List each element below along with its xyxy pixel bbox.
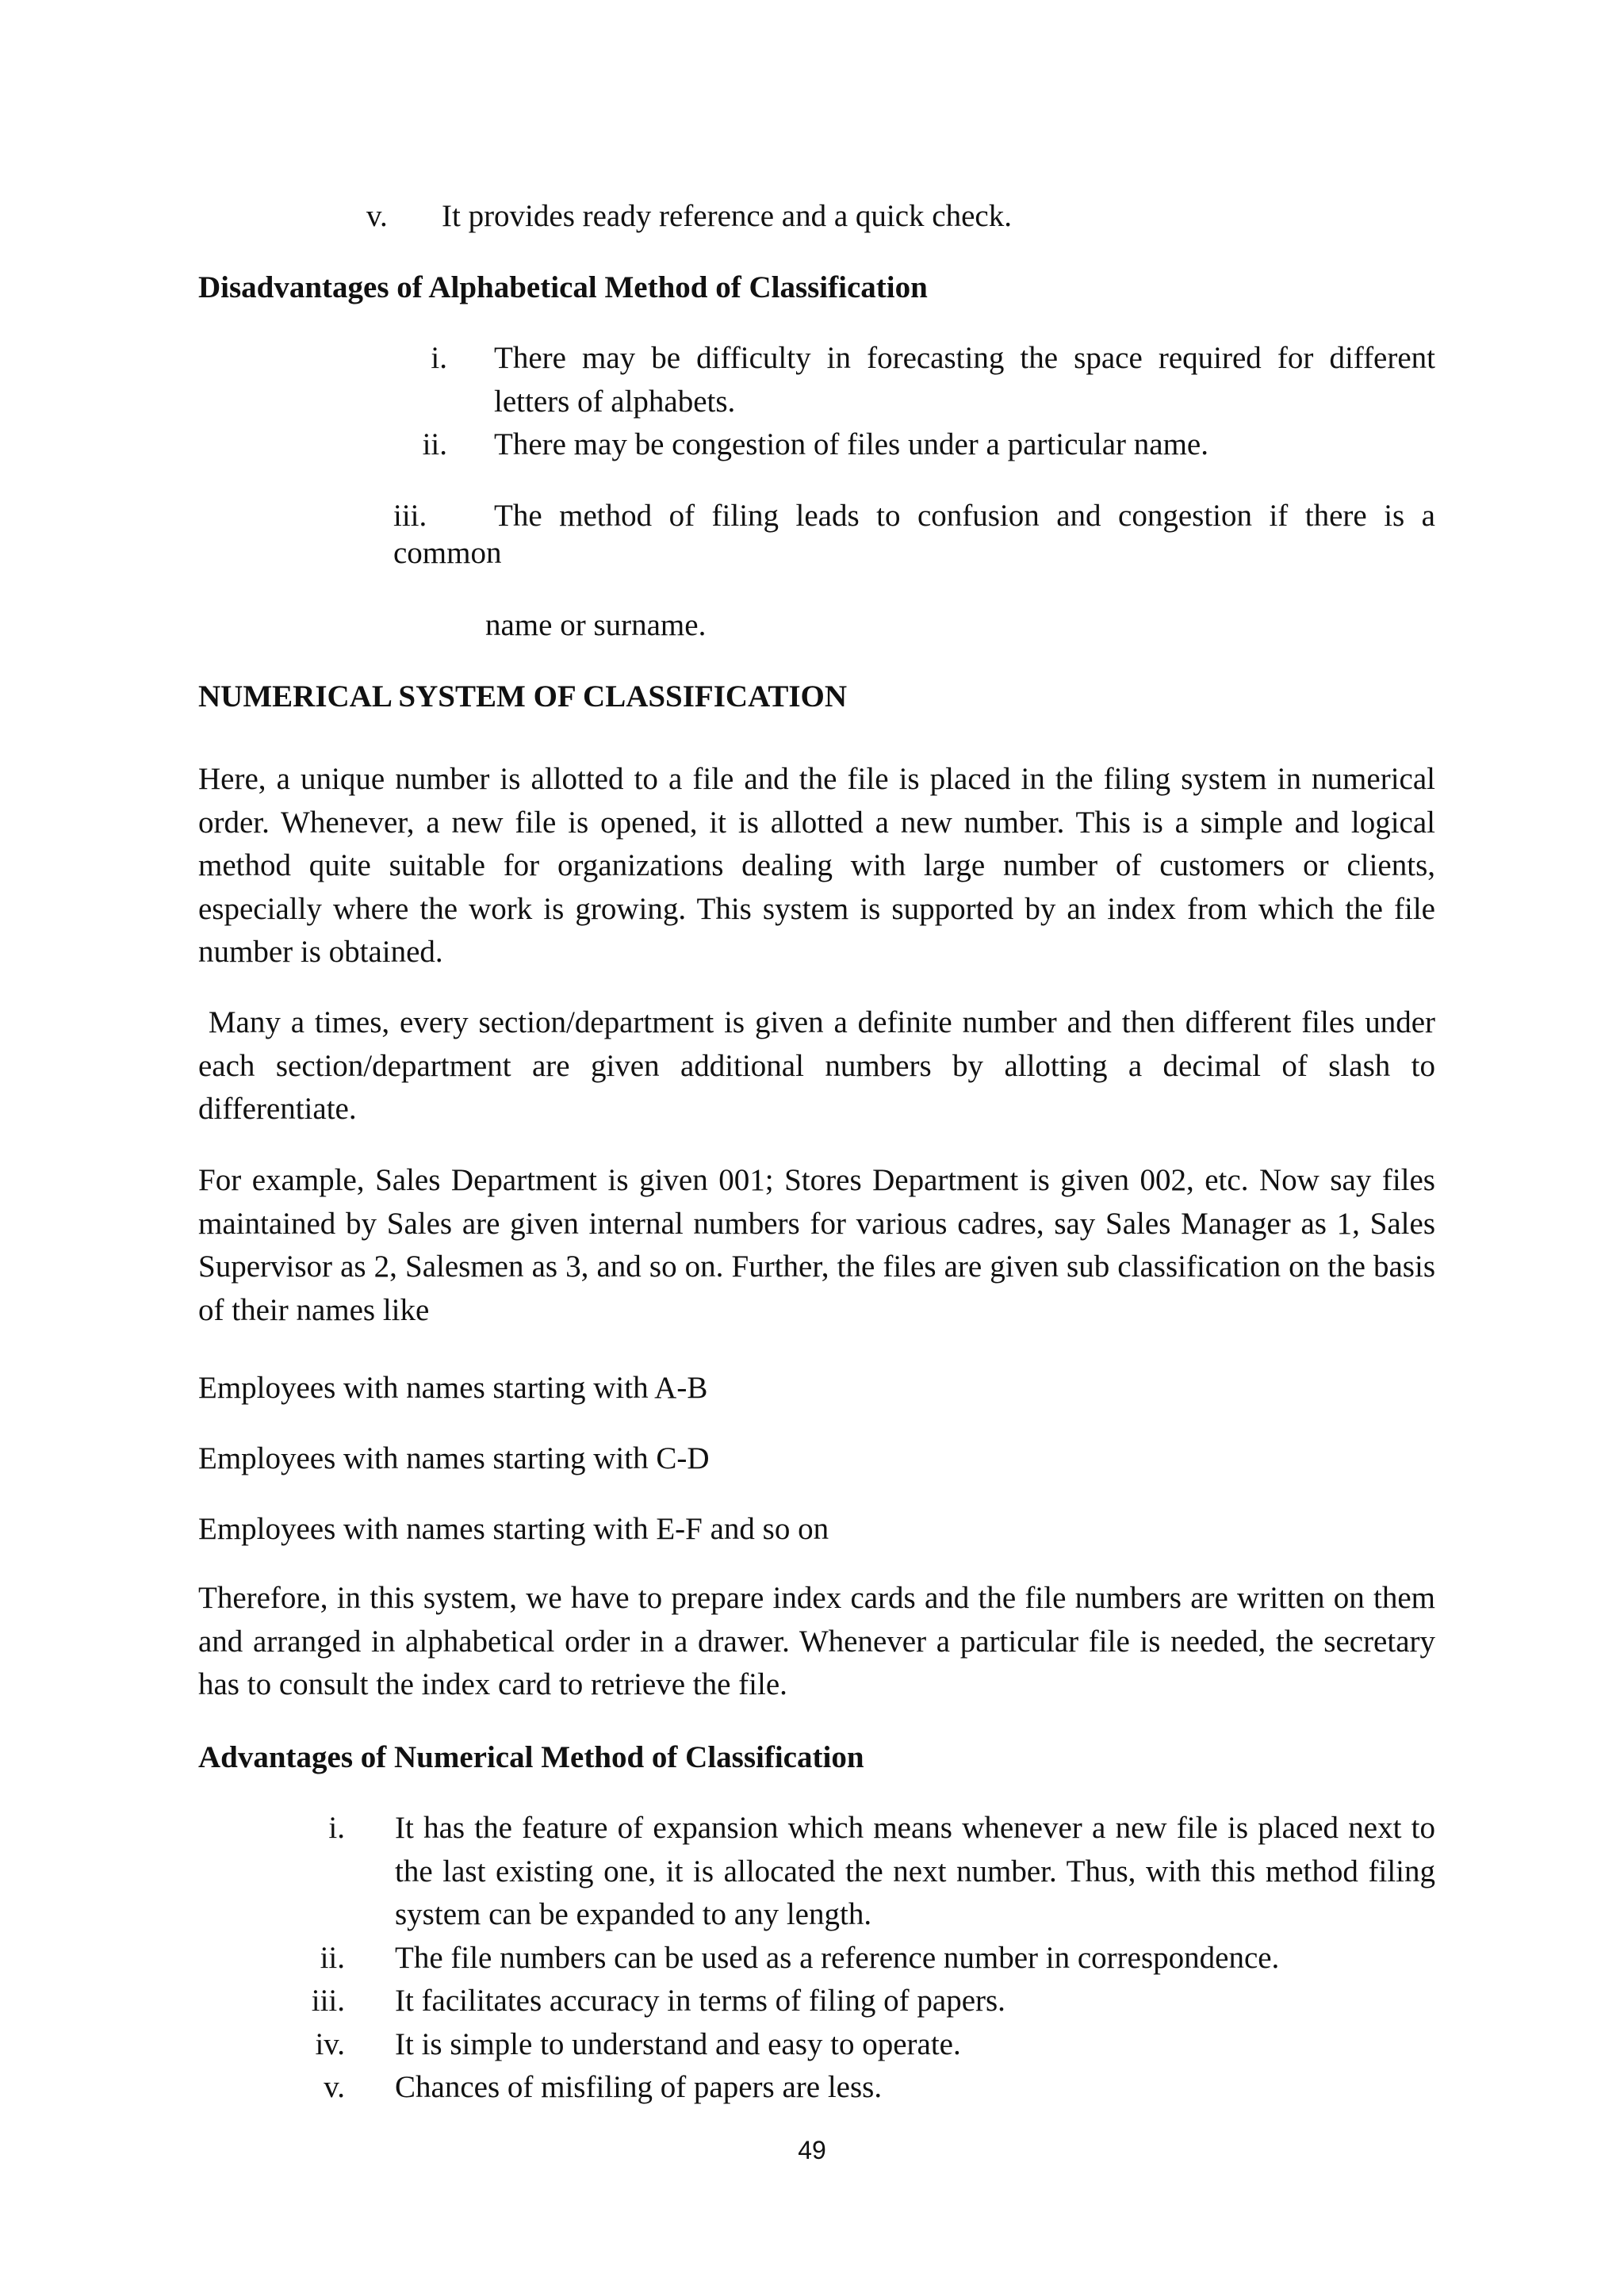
list-item [0,1807,1624,1937]
list-number: iii. [311,1984,345,2018]
list-item-text: There may be congestion of files under a particular name. [494,427,1208,461]
list-number: iii. [393,499,427,533]
list-item [0,337,1624,424]
paragraph: Therefore, in this system, we have to prepare index cards and the file numbers are written on them and arranged in alphabetical order in a drawer. Whenever a particular file is needed, the secretary has to consult the index card to retrieve the file. [198,1581,1435,1701]
list-number: v. [324,2070,345,2104]
list-number: i. [431,341,447,375]
list-number: ii. [422,427,447,461]
list-item [0,423,1624,468]
list-item [0,2023,1624,2068]
list-item [0,1980,1624,2024]
paragraph: For example, Sales Department is given 001; Stores Department is given 002, etc. Now say files maintained by Sales are given internal numbers for various cadres, say Sales Manager as 1, Sales Supervisor as 2, Salesmen as 3, and so on. Further, the files are given sub classification on the basis of their names like [198,1163,1435,1327]
list-number: ii. [320,1941,345,1975]
list-item-text: It facilitates accuracy in terms of filing of papers. [395,1984,1005,2018]
list-item-text: It has the feature of expansion which means whenever a new file is placed next to the last existing one, it is allocated the next number. Thus, with this method filing system can be expanded to any length. [395,1811,1435,1931]
list-item [366,195,388,238]
list-item-continuation: name or surname. [485,608,707,642]
section-heading-numerical: NUMERICAL SYSTEM OF CLASSIFICATION [198,679,848,714]
page-number: 49 [798,2136,826,2164]
list-item-text: The method of filing leads to confusion and congestion if there is a [494,499,1435,533]
list-item-text: It is simple to understand and easy to operate. [395,2027,961,2061]
section-heading-advantages: Advantages of Numerical Method of Classification [198,1740,864,1774]
list-item [0,2066,1624,2110]
list-item-text: It provides ready reference and a quick check. [442,199,1012,233]
list-item-continuation: common [393,536,502,570]
list-item [0,1937,1624,1981]
section-heading-disadvantages: Disadvantages of Alphabetical Method of Classification [198,270,928,304]
paragraph: Here, a unique number is allotted to a file and the file is placed in the filing system in numerical order. Whenever, a new file is opened, it is allotted a new number. This is a simple and logical method quite suitable for organizations dealing with large number of customers or clients, especially where the work is growing. This system is supported by an index from which the file number is obtained. [198,762,1435,969]
list-item-text: There may be difficulty in forecasting the space required for different letters of alphabets. [494,341,1435,419]
paragraph: Employees with names starting with A-B [198,1371,708,1405]
list-number: iv. [315,2027,345,2061]
list-item-text: Chances of misfiling of papers are less. [395,2070,883,2104]
paragraph: Many a times, every section/department is given a definite number and then different files under each section/department are given additional numbers by allotting a decimal of slash to differentiate. [198,1005,1443,1126]
list-item [0,495,1624,539]
paragraph: Employees with names starting with C-D [198,1441,710,1475]
paragraph: Employees with names starting with E-F and so on [198,1512,829,1546]
list-number: i. [328,1811,345,1845]
list-item-text: The file numbers can be used as a reference number in correspondence. [395,1941,1280,1975]
list-number: v. [366,199,388,233]
